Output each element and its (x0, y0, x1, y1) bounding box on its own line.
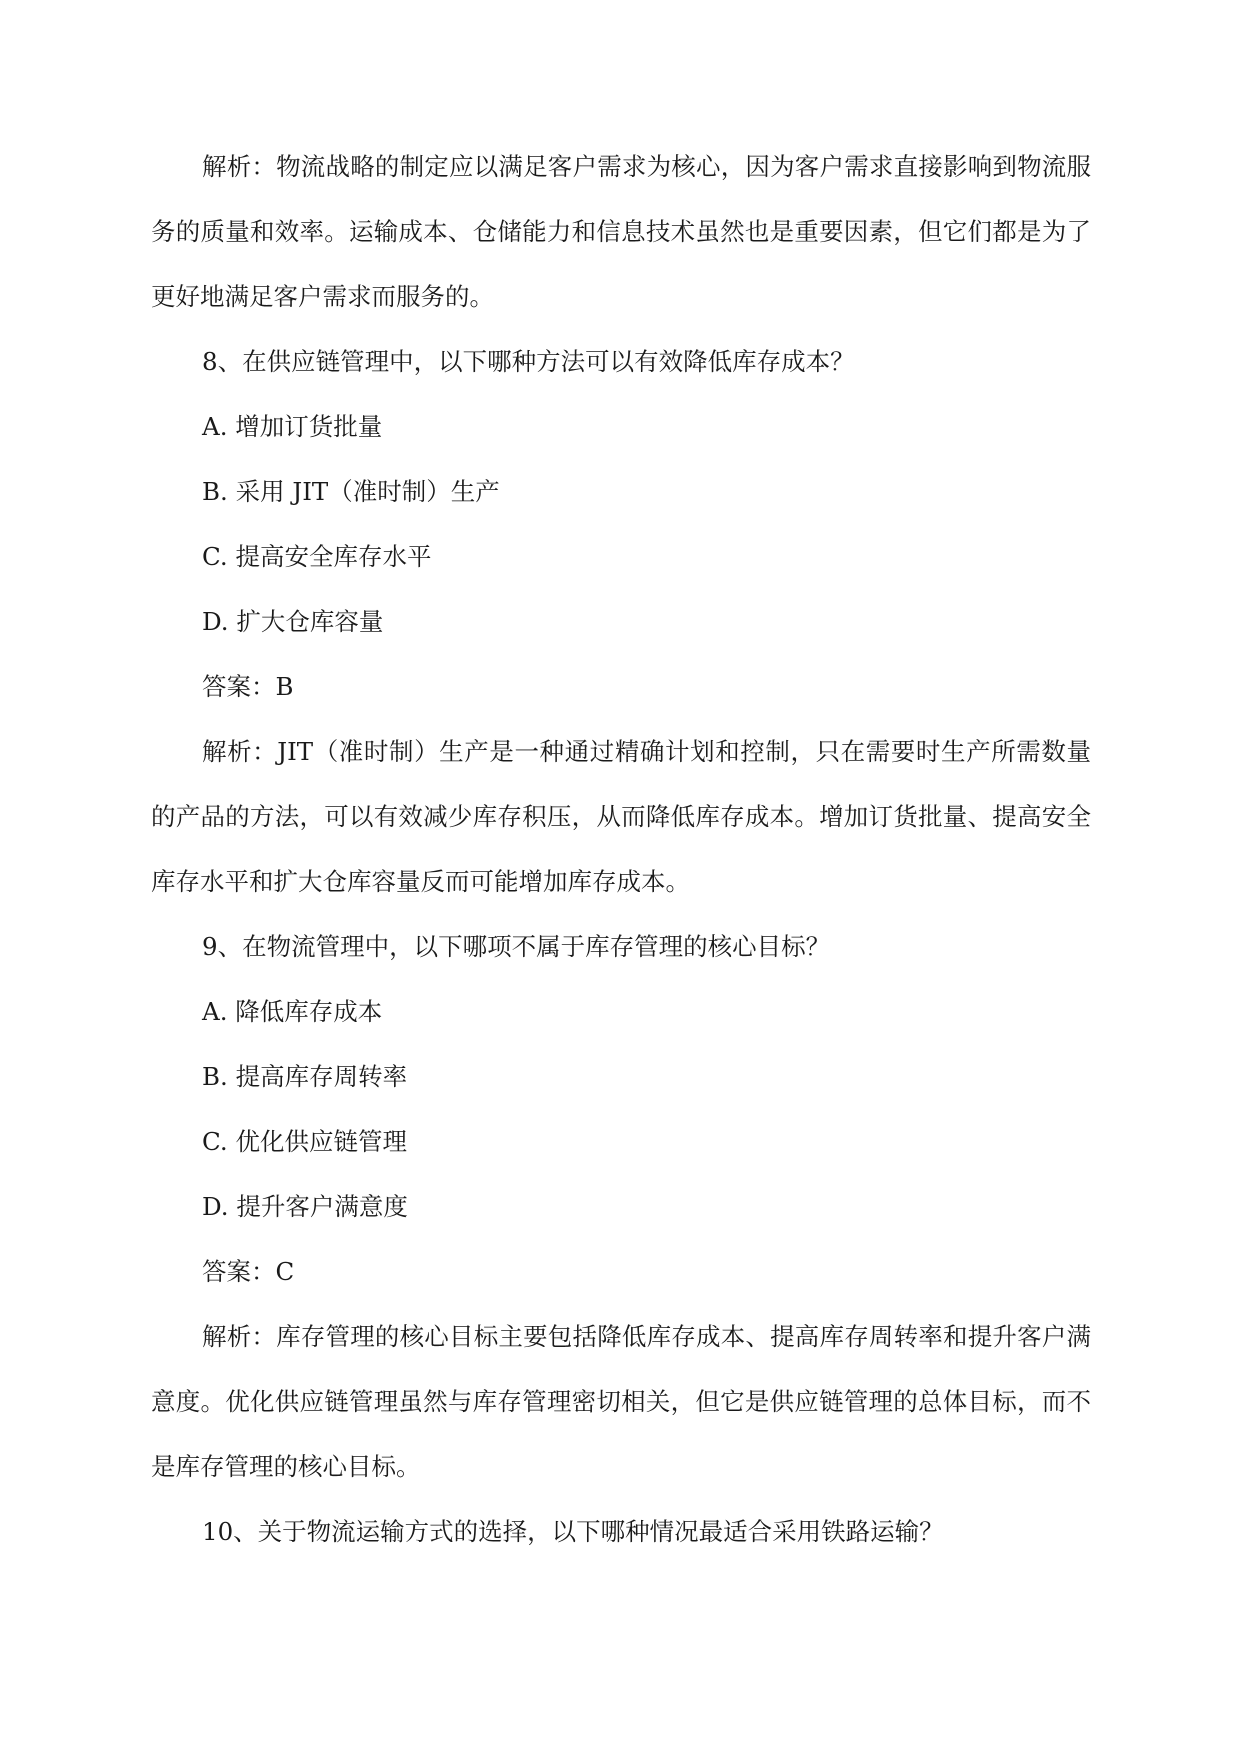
explanation-7-line-2: 务的质量和效率。运输成本、仓储能力和信息技术虽然也是重要因素，但它们都是为了 (151, 217, 1091, 246)
question-9-explanation-line-1: 解析：库存管理的核心目标主要包括降低库存成本、提高库存周转率和提升客户满 (202, 1322, 1091, 1351)
question-8-option-d: D. 扩大仓库容量 (202, 607, 384, 636)
question-9-option-c: C. 优化供应链管理 (202, 1127, 407, 1156)
question-8-option-c: C. 提高安全库存水平 (202, 542, 432, 571)
question-10-stem: 10、关于物流运输方式的选择，以下哪种情况最适合采用铁路运输？ (202, 1517, 944, 1546)
question-8-stem: 8、在供应链管理中，以下哪种方法可以有效降低库存成本？ (202, 347, 855, 376)
question-8-explanation-line-1: 解析：JIT（准时制）生产是一种通过精确计划和控制，只在需要时生产所需数量 (202, 737, 1091, 766)
question-9-explanation-line-3: 是库存管理的核心目标。 (151, 1452, 421, 1481)
explanation-7-line-3: 更好地满足客户需求而服务的。 (151, 282, 494, 311)
question-8-explanation-line-2: 的产品的方法，可以有效减少库存积压，从而降低库存成本。增加订货批量、提高安全 (151, 802, 1091, 831)
question-9-stem: 9、在物流管理中，以下哪项不属于库存管理的核心目标？ (202, 932, 831, 961)
question-8-explanation-line-3: 库存水平和扩大仓库容量反而可能增加库存成本。 (151, 867, 690, 896)
explanation-7-line-1: 解析：物流战略的制定应以满足客户需求为核心，因为客户需求直接影响到物流服 (202, 152, 1091, 181)
question-8-option-a: A. 增加订货批量 (202, 412, 383, 441)
question-9-answer: 答案：C (202, 1257, 295, 1286)
question-9-option-a: A. 降低库存成本 (202, 997, 383, 1026)
question-9-option-b: B. 提高库存周转率 (202, 1062, 408, 1091)
question-9-option-d: D. 提升客户满意度 (202, 1192, 408, 1221)
question-8-option-b: B. 采用 JIT（准时制）生产 (202, 477, 500, 506)
question-9-explanation-line-2: 意度。优化供应链管理虽然与库存管理密切相关，但它是供应链管理的总体目标，而不 (151, 1387, 1091, 1416)
question-8-answer: 答案：B (202, 672, 294, 701)
